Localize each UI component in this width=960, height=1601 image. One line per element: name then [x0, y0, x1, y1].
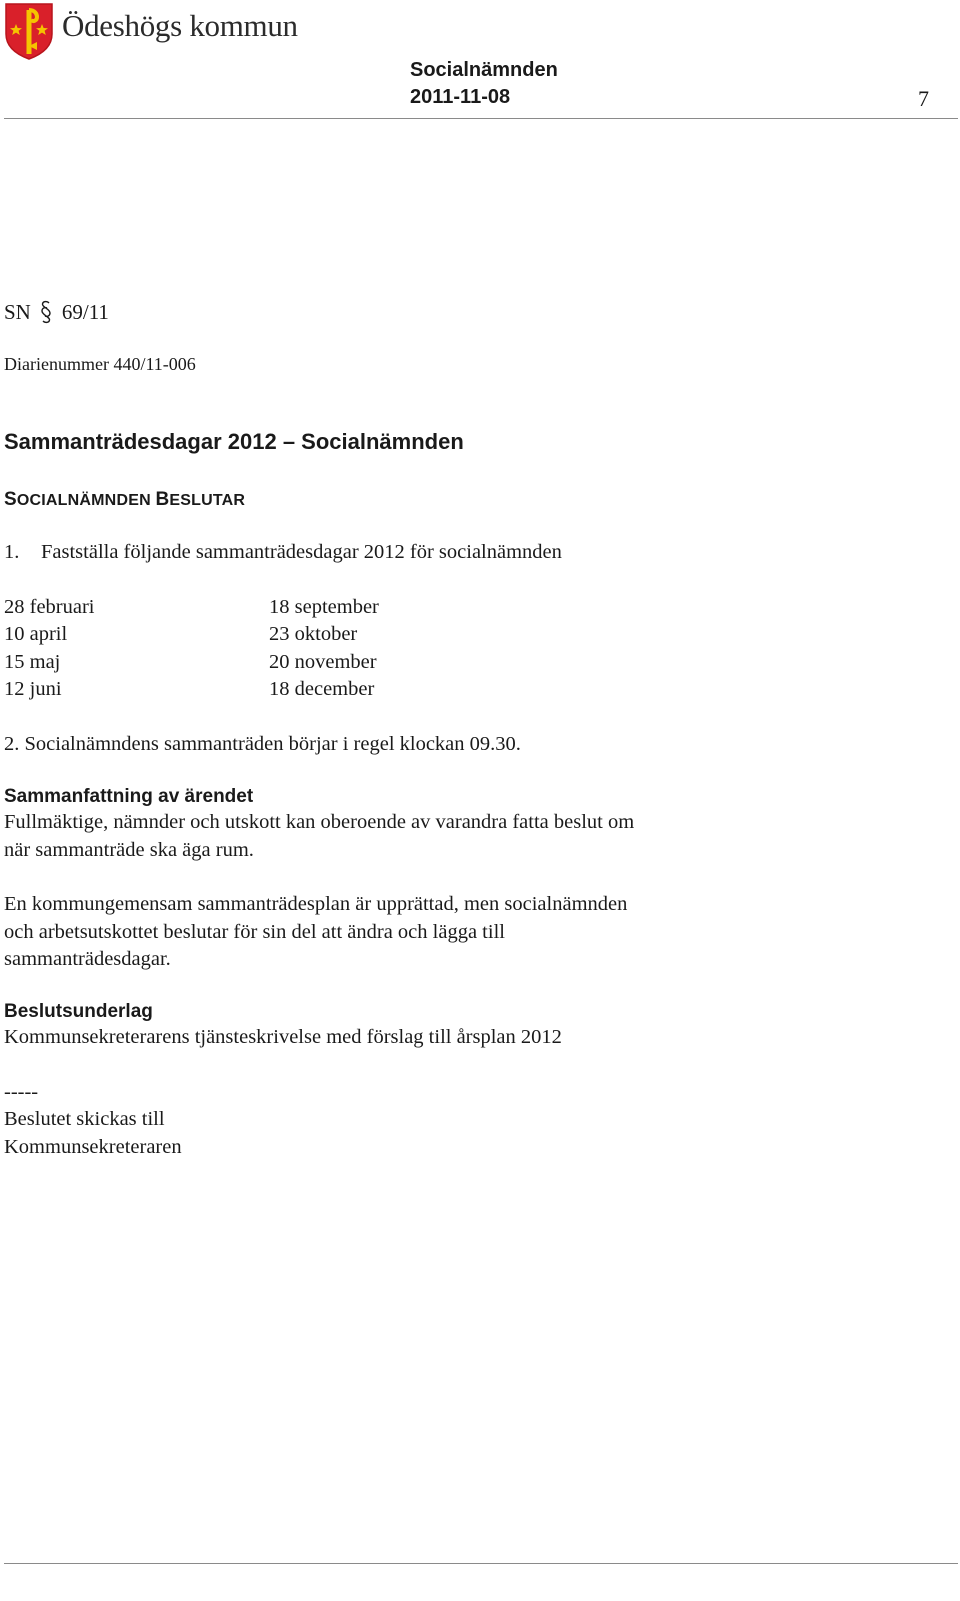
- decision-heading: SOCIALNÄMNDEN BESLUTAR: [4, 489, 246, 510]
- meeting-date: 18 september: [269, 596, 379, 618]
- header-date: 2011-11-08: [410, 86, 511, 108]
- paragraph-number: 69/11: [61, 300, 109, 324]
- header-committee: Socialnämnden: [410, 59, 558, 81]
- decision-item-number: 2.: [4, 733, 20, 755]
- distribution-recipient: Kommunsekreteraren: [4, 1136, 182, 1158]
- meeting-date: 15 maj: [4, 651, 61, 673]
- summary-line: sammanträdesdagar.: [4, 948, 171, 970]
- summary-heading: Sammanfattning av ärendet: [4, 786, 254, 807]
- paragraph-reference: [4, 300, 109, 325]
- decision-item-text: Fastställa följande sammanträdesdagar 2012 för socialnämnden: [41, 541, 562, 563]
- paragraph-prefix: SN: [4, 300, 31, 324]
- basis-text: Kommunsekreterarens tjänsteskrivelse med förslag till årsplan 2012: [4, 1026, 562, 1048]
- footer-divider: [4, 1563, 958, 1564]
- summary-line: när sammanträde ska äga rum.: [4, 839, 254, 861]
- meeting-date: 28 februari: [4, 596, 95, 618]
- meeting-date: 23 oktober: [269, 623, 358, 645]
- section-sign-icon: [36, 300, 56, 324]
- municipal-coat-of-arms-icon: [4, 2, 54, 60]
- decision-item-2: [4, 733, 521, 756]
- distribution-label: Beslutet skickas till: [4, 1108, 165, 1130]
- organization-name: Ödeshögs kommun: [62, 8, 298, 43]
- decision-item-number: 1.: [4, 541, 20, 563]
- distribution-separator: -----: [4, 1081, 39, 1103]
- summary-line: En kommungemensam sammanträdesplan är upprättad, men socialnämnden: [4, 893, 628, 915]
- case-number: Diarienummer 440/11-006: [4, 354, 196, 374]
- meeting-date: 20 november: [269, 651, 377, 673]
- decision-item-1: [4, 541, 562, 564]
- summary-line: Fullmäktige, nämnder och utskott kan oberoende av varandra fatta beslut om: [4, 811, 635, 833]
- page-title: Sammanträdesdagar 2012 – Socialnämnden: [4, 429, 464, 454]
- page-number: 7: [918, 86, 929, 111]
- summary-line: och arbetsutskottet beslutar för sin del att ändra och lägga till: [4, 921, 505, 943]
- basis-heading: Beslutsunderlag: [4, 1001, 153, 1022]
- meeting-date: 18 december: [269, 678, 375, 700]
- decision-item-text: Socialnämndens sammanträden börjar i regel klockan 09.30.: [24, 733, 521, 755]
- header-divider: [4, 118, 958, 119]
- meeting-date: 12 juni: [4, 678, 62, 700]
- meeting-date: 10 april: [4, 623, 68, 645]
